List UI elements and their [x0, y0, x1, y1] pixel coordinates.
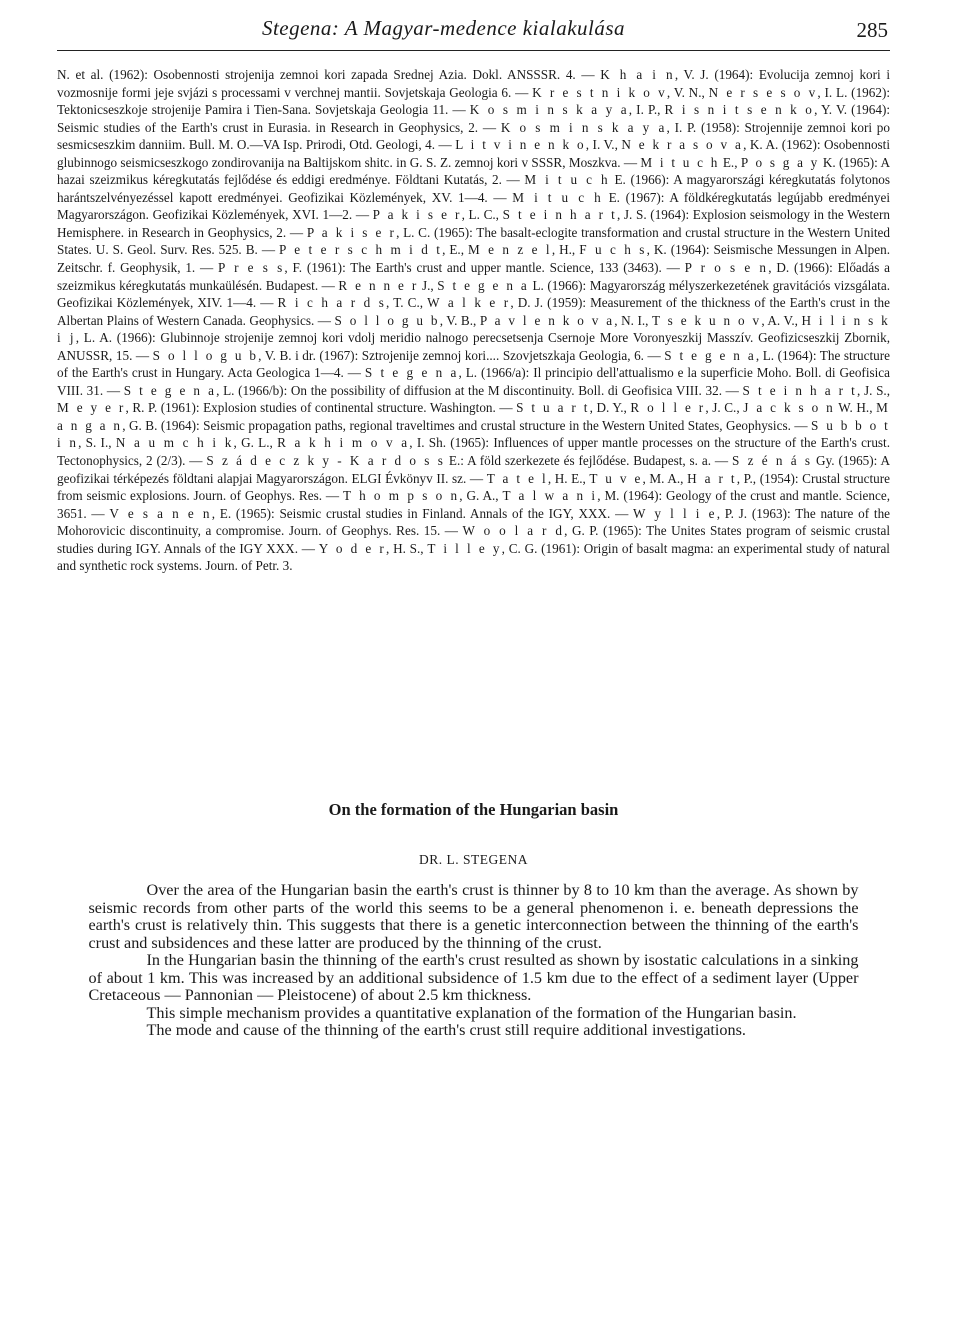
- reference-text: , L. (1966/b): On the possibility of diffusion at the M discontinuity. Boll. di Geofisica VIII. 32. —: [216, 382, 743, 398]
- reference-author: F u c h s: [579, 242, 647, 258]
- reference-text: , D. (1966): Előadás a szeizmikus kéregkutatás munkaülésén. Budapest. —: [57, 260, 891, 293]
- page-number: 285: [856, 18, 888, 42]
- reference-author: P r e s s: [218, 260, 285, 276]
- reference-author: W o o l a r d: [462, 523, 565, 539]
- reference-text: , F. (1961): The Earth's crust and upper mantle. Science, 133 (3463). —: [284, 260, 685, 276]
- reference-author: N e k r a s o v a: [621, 137, 744, 153]
- reference-author: W y l l i e: [633, 505, 717, 521]
- reference-text: , H. E.,: [547, 470, 590, 486]
- reference-text: , J. S. (1964): Explosion seismology in the Western Hemisphere. in Research in Geophysics, 2. —: [57, 207, 891, 240]
- reference-author: P o s g a y: [740, 154, 820, 170]
- reference-author: S z á d e c z k y - K a r d o s s: [206, 453, 446, 469]
- reference-author: T i l l e y: [427, 540, 502, 556]
- reference-author: P a v l e n k o v a: [479, 312, 615, 328]
- reference-text: E.,: [719, 154, 741, 170]
- reference-author: T h o m p s o n: [342, 488, 460, 504]
- reference-author: H a r t: [687, 470, 737, 486]
- reference-text: , M. A.,: [642, 470, 688, 486]
- reference-author: S t e g e n a: [364, 365, 459, 381]
- reference-text: Gy. (1965): A geofizikai térképezés földtani alapjai Magyarországon. ELGI Évkönyv II. sz. —: [57, 453, 890, 486]
- summary-body: [89, 882, 859, 1040]
- reference-text: , C. G. (1961): Origin of basalt magma: an experimental study of natural and synthetic rock systems. Journ. of Petr. 3.: [57, 540, 890, 574]
- reference-author: P r o s e n: [684, 260, 769, 276]
- reference-text: N. et al. (1962): Osobennosti strojenija zemnoi kori zapada Srednej Azia. Dokl. ANSSSR. 4. —: [57, 67, 601, 82]
- reference-author: Y o d e r: [318, 540, 387, 556]
- reference-author: K o s m i n s k a y a: [500, 119, 667, 135]
- reference-author: S u b b o t i n: [57, 417, 890, 451]
- reference-text: , A. V.,: [761, 312, 802, 328]
- reference-author: W a l k e r: [427, 295, 511, 311]
- reference-text: , N. I.,: [614, 312, 652, 328]
- reference-paragraph: [57, 66, 890, 575]
- running-header: [57, 14, 890, 51]
- reference-author: P a k i s e r: [372, 207, 462, 223]
- reference-text: , R. P. (1961): Explosion studies of continental structure. Washington. —: [125, 400, 517, 416]
- reference-text: , E.,: [442, 242, 469, 258]
- reference-author: R i s n i t s e n k o: [664, 102, 815, 118]
- reference-text: E. (1966): A magyarországi kéregkutatás folytonos harántszelvényezéssel kapott eredményei. Geofizikai Közlemények, XV. 1—4. —: [57, 172, 891, 205]
- reference-list: [57, 66, 890, 575]
- reference-text: , I. V.,: [585, 137, 622, 153]
- reference-author: K r e s t n i k o v: [532, 84, 667, 100]
- reference-author: T u v e: [589, 470, 643, 486]
- reference-text: , V. B. i dr. (1967): Sztrojenije zemnoj kori.... Szovjetszkaja Geologia, 6. —: [258, 347, 665, 363]
- running-title: Stegena: A Magyar-medence kialakulása: [261, 16, 626, 40]
- reference-author: S z é n á s: [731, 453, 813, 469]
- reference-author: M i t u c h: [512, 189, 603, 205]
- reference-text: , I. Sh. (1965): Influences of upper mantle processes on the structure of the Earth's crust. Tectonophysics, 2 (2/3). —: [57, 435, 891, 469]
- reference-author: M e y e r: [57, 400, 126, 416]
- reference-author: K h a i n: [600, 67, 675, 82]
- reference-author: N a u m c h i k: [115, 435, 234, 451]
- reference-text: J.,: [418, 277, 438, 293]
- summary-paragraph: In the Hungarian basin the thinning of the earth's crust resulted as shown by isostatic calculations in a sinking of about 1 km. This was increased by an additional subsidence of 1.5 km due to the effect of a sediment layer (Upper Cretaceous — Pannonian — Pleistocene) of about 2.5 km thickness.: [88, 951, 859, 1004]
- reference-author: S o l l o g u b: [334, 312, 440, 328]
- reference-text: , H. S.,: [386, 540, 428, 556]
- reference-text: , K. (1964): Seismische Messungen in Alpen. Zeitschr. f. Geophysik, 1. —: [57, 242, 891, 276]
- reference-author: M i t u c h: [640, 154, 720, 170]
- reference-text: E.: A föld szerkezete és fejlődése. Budapest, s. a. —: [445, 453, 732, 469]
- reference-text: , Y. V. (1964): Seismic studies of the Earth's crust in Eurasia. in Research in Geophysics, 2. —: [57, 102, 890, 135]
- reference-text: , D. J. (1959): Measurement of the thickness of the Earth's crust in the Albertan Plains of Western Canada. Geophysics. —: [57, 295, 891, 328]
- reference-text: , E. (1965): Seismic crustal studies in Finland. Annals of the IGY, XXX. —: [211, 505, 634, 521]
- reference-author: M e n z e l: [468, 242, 552, 258]
- reference-text: , L. (1964): The structure of the Earth's crust in Hungary. Acta Geologica 1—4. —: [57, 347, 890, 381]
- reference-author: S t e g e n a: [123, 382, 217, 398]
- reference-author: K o s m i n s k a y a: [469, 102, 629, 118]
- reference-text: , V. J. (1964): Evolucija zemnoj kori i vozmosnije formi jeje svjázi s processami v verchnej mantii. Sovjetskaja Geologia 6. —: [57, 67, 890, 100]
- reference-author: R a k h i m o v a: [277, 435, 410, 451]
- summary-author: DR. L. STEGENA: [419, 852, 528, 867]
- reference-text: , J. S.,: [857, 382, 891, 398]
- reference-author: R e n n e r: [338, 277, 419, 293]
- english-summary: [57, 800, 890, 1040]
- reference-text: , P. J. (1963): The nature of the Mohorovicic discontinuity, a compromise. Journ. of Geophys. Res. 15. —: [57, 505, 891, 539]
- reference-text: L. (1966): Magyarország mélyszerkezetének gravitációs vizsgálata. Geofizikai Közlemények, XIV. 1—4. —: [57, 277, 890, 311]
- reference-text: , L. C.,: [461, 207, 503, 223]
- reference-text: , L. C. (1965): The basalt-eclogite transformation and crustal structure in the Western United States. U. S. Geol. Surv. Res. 525. B. —: [57, 224, 890, 258]
- reference-text: E. (1967): A földkéregkutatás legújabb eredményei Magyarországon. Geofizikai Közlemények, XVI. 1—2. —: [57, 189, 890, 223]
- reference-text: , L. A. (1966): Glubinnoje strojenije zemnoj kori vdolj meridio nalnogo perecsetsenja Csernoje More Voronyeszkij Masszív. Geofizicseszkij Zbornik, ANUSSR, 15. —: [57, 330, 890, 363]
- reference-author: J a c k s o n: [743, 400, 835, 416]
- reference-author: R o l l e r: [630, 400, 706, 416]
- reference-text: , G. A.,: [459, 488, 503, 504]
- reference-author: T s e k u n o v: [651, 312, 762, 328]
- reference-author: T a t e l: [486, 470, 548, 486]
- reference-text: , D. Y.,: [589, 400, 631, 416]
- reference-author: T a l w a n i: [502, 488, 598, 504]
- summary-paragraph: The mode and cause of the thinning of the earth's crust still require additional investigations.: [146, 1021, 746, 1039]
- reference-author: P e t e r s c h m i d t: [279, 242, 443, 258]
- reference-text: K. (1965): A hazai szeizmikus kéregkutatás fejlődése és eddigi eredménye. Földtani Kutatás, 2. —: [57, 154, 890, 188]
- reference-author: V e s a n e n: [109, 505, 212, 521]
- reference-author: P a k i s e r: [306, 224, 397, 240]
- reference-text: , J. C.,: [705, 400, 744, 416]
- reference-author: L i t v i n e n k o: [455, 137, 586, 153]
- reference-text: , I. P. (1958): Strojennije zemnoi kori po sesmicseszkim danniim. Bull. M. O.—VA Isp. Prirodi, Otd. Geologi, 4. —: [57, 119, 890, 153]
- reference-text: W. H.,: [834, 400, 877, 416]
- reference-author: S o l l o g u b: [152, 347, 259, 363]
- summary-paragraph: This simple mechanism provides a quantitative explanation of the formation of the Hungarian basin.: [146, 1003, 797, 1022]
- reference-author: M a n g a n: [57, 400, 891, 433]
- reference-text: , P., (1954): Crustal structure from seismic explosions. Journ. of Geophys. Res. —: [57, 470, 890, 504]
- reference-text: , G. L.,: [233, 435, 278, 451]
- reference-text: , K. A. (1962): Osobennosti glubinnogo seismicseszkogo zondirovanija na Baltijskom shitc. in G. S. Z. zemnoj kori v SSSR, Moszkva. —: [57, 137, 890, 170]
- reference-text: , L. (1966/a): Il principio dell'attualismo e la superficie Moho. Boll. di Geofisica VIII. 31. —: [57, 365, 890, 398]
- reference-text: , V. B.,: [439, 312, 480, 328]
- reference-text: , G. P. (1965): The Unites States program of seismic crustal studies during IGY. Annals of the IGY XXX. —: [57, 523, 890, 556]
- reference-author: R i c h a r d s: [277, 295, 387, 311]
- reference-text: , H.,: [551, 242, 580, 258]
- reference-author: S t e i n h a r t: [742, 382, 857, 398]
- reference-text: , I. P.,: [628, 102, 665, 118]
- reference-text: , S. I.,: [78, 435, 116, 451]
- summary-title: On the formation of the Hungarian basin: [328, 800, 619, 819]
- reference-author: H i l i n s k i j: [57, 312, 890, 346]
- reference-text: , I. L. (1962): Tektonicseszkoje strojenije Pamira i Tien-Sana. Sovjetskaja Geologia 11. —: [57, 84, 891, 118]
- reference-text: , V. N.,: [666, 84, 709, 100]
- reference-author: S t e g e n a: [664, 347, 756, 363]
- reference-author: S t e g e n a: [437, 277, 529, 293]
- reference-author: M i t u c h: [524, 172, 610, 188]
- reference-author: N e r s e s o v: [708, 84, 818, 100]
- summary-paragraph: Over the area of the Hungarian basin the earth's crust is thinner by 8 to 10 km than the average. As shown by seismic records from other parts of the world this seems to be a general phenomenon i. e. beneath depressions the earth's crust is relatively thin. This suggests that there is a genetic interconnection between the thinning of the earth's crust and subsidences and these latter are produced by the thinning of the crust.: [88, 881, 859, 952]
- reference-text: , G. B. (1964): Seismic propagation paths, regional traveltimes and crustal structure in the Western United States, Geophysics. —: [122, 417, 812, 433]
- reference-author: S t e i n h a r t: [502, 207, 617, 223]
- reference-author: S t u a r t: [516, 400, 590, 416]
- reference-text: , T. C.,: [386, 295, 428, 311]
- reference-text: , M. (1964): Geology of the crust and mantle. Science, 3651. —: [57, 488, 890, 521]
